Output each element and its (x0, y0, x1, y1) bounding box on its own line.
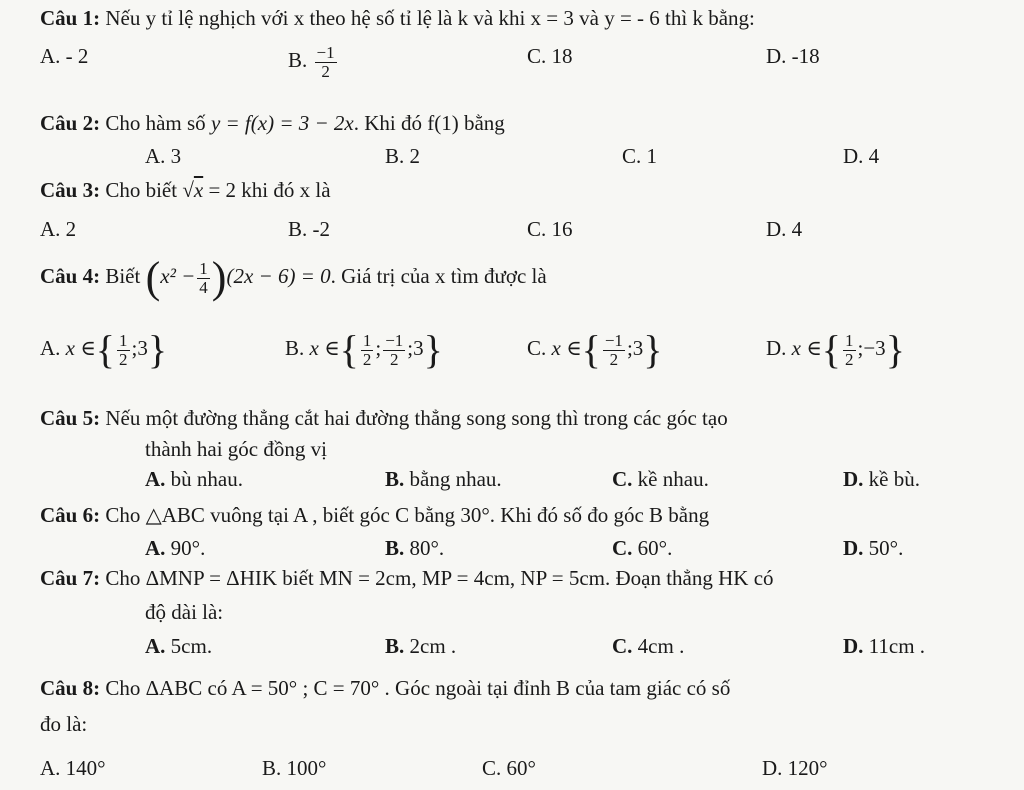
question-6-text: Cho △ABC vuông tại A , biết góc C bằng 30°. Khi đó số đo góc B bằng (105, 503, 710, 527)
question-1-text: Nếu y tỉ lệ nghịch với x theo hệ số tỉ lệ là k và khi x = 3 và y = - 6 thì k bằng: (105, 6, 755, 30)
q1-option-d (766, 44, 820, 69)
question-3 (40, 178, 331, 203)
q4-option-b: B. x ∈{ $\frac{1}{2}$ ; $\frac{-1}{2}$ ;3} (285, 327, 443, 372)
question-1 (40, 6, 755, 31)
left-brace-icon: { (339, 327, 359, 372)
question-4-label: Câu 4: (40, 263, 101, 288)
left-brace-icon: { (581, 327, 601, 372)
right-brace-icon: } (885, 327, 905, 372)
question-3-eq: = 2 (208, 178, 237, 202)
right-brace-icon: } (423, 327, 443, 372)
left-brace-icon: { (821, 327, 841, 372)
q5-option-a: A. bù nhau. (145, 467, 243, 491)
q1-option-a-value: - 2 (65, 44, 89, 68)
q3-option-c: C. 16 (527, 217, 573, 241)
question-3-text-pre: Cho biết (105, 178, 178, 202)
q1-option-b (288, 44, 339, 81)
question-4-expr-rest: (2x − 6) = 0 (226, 263, 331, 288)
q8-option-a: A. 140° (40, 756, 106, 780)
sqrt-argument: x (193, 178, 204, 202)
q5-option-d: D. kề bù. (843, 467, 920, 491)
q2-option-c: C. 1 (622, 144, 658, 168)
question-8-text-cont: đo là: (40, 712, 88, 736)
q3-option-d: D. 4 (766, 217, 803, 241)
question-3-text-post: khi đó x là (241, 178, 331, 202)
q4-option-d: D. x ∈{ $\frac{1}{2}$ ;−3} (766, 327, 905, 372)
q6-option-c: C. 60°. (612, 536, 673, 560)
question-3-label: Câu 3: (40, 178, 101, 202)
left-paren-icon: ( (145, 253, 161, 302)
q1-option-c (527, 44, 573, 69)
question-5-text-cont: thành hai góc đồng vị (145, 437, 327, 461)
q8-option-d: D. 120° (762, 756, 828, 780)
q1-option-a-label: A. (40, 44, 61, 68)
q3-option-a: A. 2 (40, 217, 77, 241)
q7-option-a: A. 5cm. (145, 634, 213, 658)
q1-option-d-value: -18 (791, 44, 820, 68)
q1-option-b-label: B. (288, 48, 308, 73)
right-paren-icon: ) (211, 253, 227, 302)
q6-option-d: D. 50°. (843, 536, 904, 560)
q4-option-c: C. x ∈{ $\frac{-1}{2}$ ;3} (527, 327, 663, 372)
q6-option-a: A. 90°. (145, 536, 206, 560)
sqrt-symbol: √ (182, 178, 194, 202)
right-brace-icon: } (643, 327, 663, 372)
q5-option-c: C. kề nhau. (612, 467, 709, 491)
question-5-label: Câu 5: (40, 406, 101, 430)
question-1-label: Câu 1: (40, 6, 101, 30)
q3-option-b: B. -2 (288, 217, 331, 241)
question-4-fraction: $\frac{1}{4}$ (199, 258, 208, 297)
question-5 (40, 406, 728, 431)
left-brace-icon: { (95, 327, 115, 372)
question-4 (40, 253, 547, 302)
q7-option-d: D. 11cm . (843, 634, 926, 658)
q2-option-a: A. 3 (145, 144, 182, 168)
question-7-text: Cho ΔMNP = ΔHIK biết MN = 2cm, MP = 4cm, NP = 5cm. Đoạn thẳng HK có (105, 566, 774, 590)
q8-option-c: C. 60° (482, 756, 536, 780)
q2-option-d: D. 4 (843, 144, 880, 168)
question-7-label: Câu 7: (40, 566, 101, 590)
question-5-text: Nếu một đường thẳng cắt hai đường thẳng song song thì trong các góc tạo (105, 406, 728, 430)
question-2-text-pre: Cho hàm số (105, 111, 206, 135)
question-8-label: Câu 8: (40, 676, 101, 700)
q4-option-a: A. x ∈{ $\frac{1}{2}$ ;3} (40, 327, 168, 372)
question-2-text-post: . Khi đó f(1) bằng (353, 111, 505, 135)
q1-option-c-value: 18 (551, 44, 573, 68)
q1-option-c-label: C. (527, 44, 547, 68)
question-6 (40, 503, 709, 528)
q2-option-b: B. 2 (385, 144, 421, 168)
q8-option-b: B. 100° (262, 756, 327, 780)
question-4-text-post: . Giá trị của x tìm được là (330, 263, 547, 288)
q1-option-d-label: D. (766, 44, 787, 68)
question-2-label: Câu 2: (40, 111, 101, 135)
q5-option-b: B. bằng nhau. (385, 467, 502, 491)
question-7-text-cont: độ dài là: (145, 600, 224, 624)
q7-option-b: B. 2cm . (385, 634, 457, 658)
q1-option-b-fraction: $\frac{-1}{2}$ (316, 43, 335, 81)
question-4-expr-x2: x² − (160, 263, 196, 288)
question-2 (40, 111, 505, 136)
question-4-text-pre: Biết (105, 263, 141, 288)
q7-option-c: C. 4cm . (612, 634, 685, 658)
q6-option-b: B. 80°. (385, 536, 445, 560)
q1-option-a (40, 44, 88, 69)
question-8-text: Cho ΔABC có A = 50° ; C = 70° . Góc ngoài tại đỉnh B của tam giác có số (105, 676, 731, 700)
question-6-label: Câu 6: (40, 503, 101, 527)
question-2-formula: y = f(x) = 3 − 2x (210, 111, 354, 135)
right-brace-icon: } (147, 327, 168, 372)
question-7 (40, 566, 774, 591)
question-8 (40, 676, 730, 701)
